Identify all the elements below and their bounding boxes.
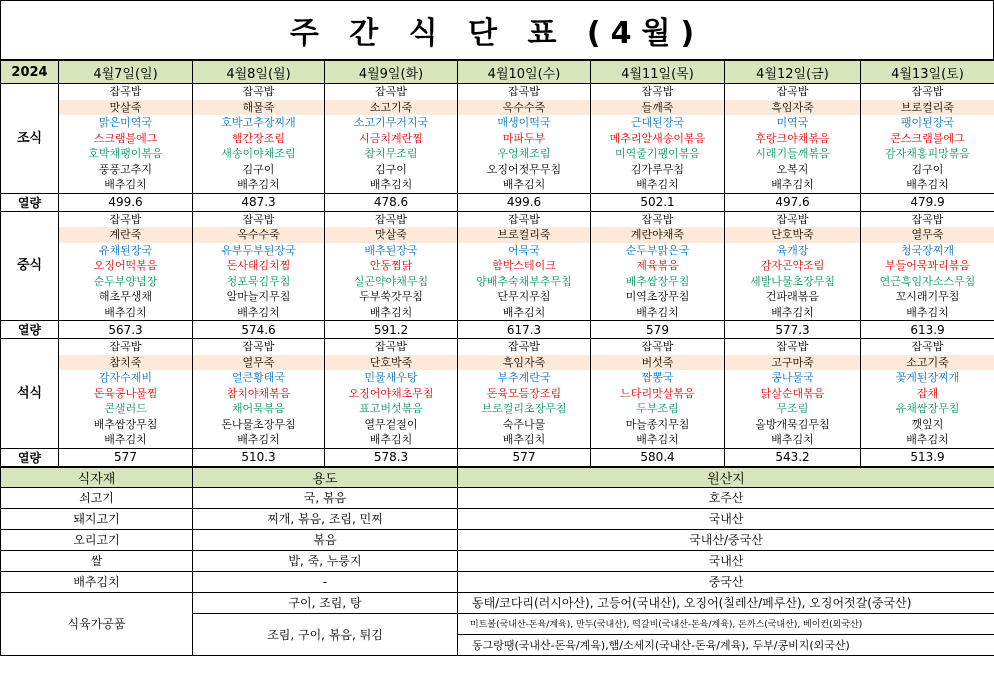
menu-row bbox=[1, 305, 994, 321]
menu-row bbox=[1, 339, 994, 355]
origin-country: 호주산 bbox=[458, 487, 994, 508]
menu-item: 배추김치 bbox=[458, 305, 591, 321]
menu-item: 잡곡밥 bbox=[325, 211, 458, 227]
menu-item: 배추김치 bbox=[861, 305, 994, 321]
origin-row bbox=[1, 508, 994, 529]
origin-row bbox=[1, 529, 994, 550]
menu-item: 잡채 bbox=[861, 386, 994, 402]
menu-item: 오징어떡볶음 bbox=[59, 258, 193, 274]
menu-item: 배추김치 bbox=[325, 305, 458, 321]
menu-item: 버섯죽 bbox=[591, 355, 725, 371]
menu-item: 배추김치 bbox=[458, 177, 591, 193]
menu-item: 잡곡밥 bbox=[193, 339, 325, 355]
menu-item: 어묵국 bbox=[458, 243, 591, 259]
calorie-row bbox=[1, 193, 994, 211]
calorie-value: 578.3 bbox=[325, 448, 458, 466]
menu-item: 잡곡밥 bbox=[591, 211, 725, 227]
menu-item: 유채된장국 bbox=[59, 243, 193, 259]
menu-item: 흑임자죽 bbox=[458, 355, 591, 371]
menu-row bbox=[1, 100, 994, 116]
origin-country: 국내산 bbox=[458, 508, 994, 529]
origin-use: 국, 볶음 bbox=[193, 487, 458, 508]
menu-item: 매생이떡국 bbox=[458, 115, 591, 131]
menu-item: 옥수수죽 bbox=[458, 100, 591, 116]
menu-item: 순두부양념장 bbox=[59, 274, 193, 290]
calorie-value: 591.2 bbox=[325, 321, 458, 339]
calorie-value: 543.2 bbox=[725, 448, 861, 466]
processed-origin: 동그랑땡(국내산-돈육/계육),햄/소세지(국내산-돈육/계육), 두부/콩비지(외국산) bbox=[458, 634, 994, 655]
menu-item: 표고버섯볶음 bbox=[325, 401, 458, 417]
menu-item: 김구이 bbox=[325, 162, 458, 178]
menu-item: 배추김치 bbox=[59, 305, 193, 321]
menu-row bbox=[1, 289, 994, 305]
menu-item: 김가루무침 bbox=[591, 162, 725, 178]
menu-item: 단호박죽 bbox=[325, 355, 458, 371]
calorie-value: 513.9 bbox=[861, 448, 994, 466]
origin-item: 쇠고기 bbox=[1, 487, 193, 508]
menu-item: 꼬시래기무침 bbox=[861, 289, 994, 305]
menu-item: 소고기죽 bbox=[325, 100, 458, 116]
calorie-value: 574.6 bbox=[193, 321, 325, 339]
menu-item: 돈육콩나물찜 bbox=[59, 386, 193, 402]
origin-item: 배추김치 bbox=[1, 571, 193, 592]
origin-country: 국내산 bbox=[458, 550, 994, 571]
menu-item: 배추김치 bbox=[591, 177, 725, 193]
menu-item: 콘샐러드 bbox=[59, 401, 193, 417]
menu-item: 배추김치 bbox=[325, 432, 458, 448]
menu-item: 해물죽 bbox=[193, 100, 325, 116]
menu-item: 청포묵김무침 bbox=[193, 274, 325, 290]
menu-item: 콘스크램블에그 bbox=[861, 131, 994, 147]
menu-row bbox=[1, 243, 994, 259]
menu-item: 오징어야채초무침 bbox=[325, 386, 458, 402]
menu-item: 마늘종지무침 bbox=[591, 417, 725, 433]
calorie-value: 617.3 bbox=[458, 321, 591, 339]
origin-table bbox=[0, 467, 994, 656]
date-cell: 4월7일(일) bbox=[59, 61, 193, 84]
origin-use: 찌개, 볶음, 조림, 민찌 bbox=[193, 508, 458, 529]
origin-use: - bbox=[193, 571, 458, 592]
menu-row bbox=[1, 227, 994, 243]
menu-item: 배추된장국 bbox=[325, 243, 458, 259]
menu-item: 배추김치 bbox=[725, 432, 861, 448]
menu-item: 참치무조림 bbox=[325, 146, 458, 162]
menu-item: 배추김치 bbox=[59, 177, 193, 193]
calorie-value: 580.4 bbox=[591, 448, 725, 466]
menu-item: 맛살죽 bbox=[59, 100, 193, 116]
calorie-value: 502.1 bbox=[591, 193, 725, 211]
menu-row bbox=[1, 432, 994, 448]
menu-row bbox=[1, 258, 994, 274]
menu-item: 콩나물국 bbox=[725, 370, 861, 386]
menu-item: 순두부맑은국 bbox=[591, 243, 725, 259]
origin-country: 중국산 bbox=[458, 571, 994, 592]
menu-item: 시래기들깨볶음 bbox=[725, 146, 861, 162]
menu-item: 옥수수죽 bbox=[193, 227, 325, 243]
date-cell: 4월12일(금) bbox=[725, 61, 861, 84]
menu-row bbox=[1, 355, 994, 371]
calorie-value: 577 bbox=[458, 448, 591, 466]
origin-item: 쌀 bbox=[1, 550, 193, 571]
menu-item: 잡곡밥 bbox=[725, 339, 861, 355]
menu-item: 배추김치 bbox=[861, 432, 994, 448]
menu-item: 참치야채볶음 bbox=[193, 386, 325, 402]
calorie-row bbox=[1, 448, 994, 466]
menu-item: 들깨죽 bbox=[591, 100, 725, 116]
menu-row bbox=[1, 211, 994, 227]
menu-item: 깻잎지 bbox=[861, 417, 994, 433]
menu-item: 단무지무침 bbox=[458, 289, 591, 305]
calorie-value: 499.6 bbox=[59, 193, 193, 211]
menu-item: 후랑크야채볶음 bbox=[725, 131, 861, 147]
menu-item: 알마늘지무침 bbox=[193, 289, 325, 305]
menu-item: 팽이된장국 bbox=[861, 115, 994, 131]
menu-item: 안동찜닭 bbox=[325, 258, 458, 274]
page-title: 주 간 식 단 표 (4월) bbox=[0, 0, 994, 60]
calorie-value: 613.9 bbox=[861, 321, 994, 339]
menu-item: 연근흑임자소스무침 bbox=[861, 274, 994, 290]
menu-item: 감자곤약조림 bbox=[725, 258, 861, 274]
menu-row bbox=[1, 274, 994, 290]
menu-item: 양배추숙채부추무침 bbox=[458, 274, 591, 290]
calorie-row bbox=[1, 321, 994, 339]
calorie-value: 497.6 bbox=[725, 193, 861, 211]
processed-origin: 동태/코다리(러시아산), 고등어(국내산), 오징어(칠레산/페루산), 오징어젓갈(중국산) bbox=[458, 592, 994, 613]
menu-item: 잡곡밥 bbox=[193, 211, 325, 227]
menu-item: 배추김치 bbox=[193, 432, 325, 448]
menu-row bbox=[1, 146, 994, 162]
menu-item: 청국장찌개 bbox=[861, 243, 994, 259]
menu-item: 무조림 bbox=[725, 401, 861, 417]
menu-item: 스크램블에그 bbox=[59, 131, 193, 147]
menu-item: 숙주나물 bbox=[458, 417, 591, 433]
origin-country: 국내산/중국산 bbox=[458, 529, 994, 550]
menu-item: 열무죽 bbox=[193, 355, 325, 371]
date-cell: 4월9일(화) bbox=[325, 61, 458, 84]
menu-item: 배추김치 bbox=[59, 432, 193, 448]
menu-item: 맑은미역국 bbox=[59, 115, 193, 131]
menu-item: 세발나물초장무침 bbox=[725, 274, 861, 290]
menu-item: 잡곡밥 bbox=[59, 339, 193, 355]
date-cell: 4월13일(토) bbox=[861, 61, 994, 84]
menu-table bbox=[0, 60, 994, 467]
origin-row bbox=[1, 550, 994, 571]
menu-item: 돈사태김치찜 bbox=[193, 258, 325, 274]
menu-item: 오복지 bbox=[725, 162, 861, 178]
menu-item: 고구마죽 bbox=[725, 355, 861, 371]
meal-label: 석식 bbox=[1, 339, 59, 449]
calorie-label: 열량 bbox=[1, 448, 59, 466]
calorie-value: 479.9 bbox=[861, 193, 994, 211]
menu-item: 소고기무거지국 bbox=[325, 115, 458, 131]
menu-item: 닭살순대볶음 bbox=[725, 386, 861, 402]
menu-item: 꽃게된장찌개 bbox=[861, 370, 994, 386]
origin-header-row bbox=[1, 467, 994, 487]
menu-item: 열무겉절이 bbox=[325, 417, 458, 433]
menu-row bbox=[1, 84, 994, 100]
origin-use: 밥, 죽, 누룽지 bbox=[193, 550, 458, 571]
year-cell: 2024 bbox=[1, 61, 59, 84]
menu-item: 새송이야채조림 bbox=[193, 146, 325, 162]
menu-item: 짬뽕국 bbox=[591, 370, 725, 386]
menu-item: 돈나물초장무침 bbox=[193, 417, 325, 433]
menu-item: 잡곡밥 bbox=[458, 84, 591, 100]
calorie-value: 577.3 bbox=[725, 321, 861, 339]
menu-item: 배추김치 bbox=[193, 305, 325, 321]
menu-item: 잡곡밥 bbox=[725, 84, 861, 100]
menu-item: 호박고추장찌개 bbox=[193, 115, 325, 131]
menu-row bbox=[1, 131, 994, 147]
calorie-value: 577 bbox=[59, 448, 193, 466]
origin-header: 원산지 bbox=[458, 467, 994, 487]
menu-row bbox=[1, 401, 994, 417]
origin-header: 식자재 bbox=[1, 467, 193, 487]
menu-item: 두부조림 bbox=[591, 401, 725, 417]
menu-item: 배추김치 bbox=[725, 305, 861, 321]
menu-item: 유채쌈장무침 bbox=[861, 401, 994, 417]
menu-item: 잡곡밥 bbox=[458, 339, 591, 355]
menu-item: 햄간장조림 bbox=[193, 131, 325, 147]
meal-label: 조식 bbox=[1, 84, 59, 194]
origin-item: 오리고기 bbox=[1, 529, 193, 550]
menu-row bbox=[1, 370, 994, 386]
calorie-value: 567.3 bbox=[59, 321, 193, 339]
calorie-value: 499.6 bbox=[458, 193, 591, 211]
date-header-row bbox=[1, 61, 994, 84]
meal-label: 중식 bbox=[1, 211, 59, 321]
menu-item: 채어묵볶음 bbox=[193, 401, 325, 417]
calorie-value: 579 bbox=[591, 321, 725, 339]
origin-header: 용도 bbox=[193, 467, 458, 487]
menu-item: 잡곡밥 bbox=[59, 84, 193, 100]
menu-item: 돈육모듬장조림 bbox=[458, 386, 591, 402]
menu-item: 얼큰황태국 bbox=[193, 370, 325, 386]
menu-item: 배추김치 bbox=[193, 177, 325, 193]
date-cell: 4월8일(월) bbox=[193, 61, 325, 84]
menu-item: 해초무생채 bbox=[59, 289, 193, 305]
menu-item: 근대된장국 bbox=[591, 115, 725, 131]
menu-item: 함박스테이크 bbox=[458, 258, 591, 274]
menu-item: 부추계란국 bbox=[458, 370, 591, 386]
menu-item: 잡곡밥 bbox=[458, 211, 591, 227]
menu-item: 유부두부된장국 bbox=[193, 243, 325, 259]
menu-item: 배추김치 bbox=[325, 177, 458, 193]
origin-row bbox=[1, 571, 994, 592]
menu-item: 올방개묵김무침 bbox=[725, 417, 861, 433]
menu-item: 육개장 bbox=[725, 243, 861, 259]
processed-row bbox=[1, 592, 994, 613]
origin-item: 돼지고기 bbox=[1, 508, 193, 529]
menu-row bbox=[1, 417, 994, 433]
processed-origin: 미트볼(국내산-돈육/계육), 만두(국내산), 떡갈비(국내산-돈육/계육), 돈까스(국내산), 베이컨(외국산) bbox=[458, 613, 994, 634]
processed-use: 조림, 구이, 볶음, 튀김 bbox=[193, 613, 458, 655]
menu-item: 잡곡밥 bbox=[325, 339, 458, 355]
menu-item: 맛살죽 bbox=[325, 227, 458, 243]
origin-use: 볶음 bbox=[193, 529, 458, 550]
calorie-label: 열량 bbox=[1, 321, 59, 339]
menu-item: 배추김치 bbox=[591, 432, 725, 448]
menu-item: 오징어젓무무침 bbox=[458, 162, 591, 178]
menu-item: 잡곡밥 bbox=[725, 211, 861, 227]
menu-item: 흑임자죽 bbox=[725, 100, 861, 116]
menu-item: 미역초장무침 bbox=[591, 289, 725, 305]
menu-row bbox=[1, 386, 994, 402]
menu-item: 김구이 bbox=[861, 162, 994, 178]
menu-item: 메추리알새송이볶음 bbox=[591, 131, 725, 147]
origin-row bbox=[1, 487, 994, 508]
menu-item: 건파래볶음 bbox=[725, 289, 861, 305]
menu-item: 감자수제비 bbox=[59, 370, 193, 386]
menu-item: 잡곡밥 bbox=[861, 84, 994, 100]
menu-item: 마파두부 bbox=[458, 131, 591, 147]
menu-item: 배추김치 bbox=[725, 177, 861, 193]
menu-item: 느타리맛살볶음 bbox=[591, 386, 725, 402]
menu-item: 부들어묵꽈리볶음 bbox=[861, 258, 994, 274]
menu-item: 브로컬리죽 bbox=[861, 100, 994, 116]
menu-item: 실곤약야채무침 bbox=[325, 274, 458, 290]
menu-item: 감자채홍피망볶음 bbox=[861, 146, 994, 162]
menu-row bbox=[1, 177, 994, 193]
menu-item: 시금치계란찜 bbox=[325, 131, 458, 147]
calorie-label: 열량 bbox=[1, 193, 59, 211]
menu-item: 배추김치 bbox=[591, 305, 725, 321]
menu-item: 호박채팽이볶음 bbox=[59, 146, 193, 162]
menu-item: 미역국 bbox=[725, 115, 861, 131]
menu-item: 제육볶음 bbox=[591, 258, 725, 274]
menu-item: 배추쌈장무침 bbox=[591, 274, 725, 290]
menu-item: 풍풍고추지 bbox=[59, 162, 193, 178]
menu-item: 단호박죽 bbox=[725, 227, 861, 243]
menu-item: 미역줄기팽이볶음 bbox=[591, 146, 725, 162]
menu-item: 잡곡밥 bbox=[325, 84, 458, 100]
menu-item: 잡곡밥 bbox=[591, 339, 725, 355]
menu-item: 계란야채죽 bbox=[591, 227, 725, 243]
menu-item: 잡곡밥 bbox=[193, 84, 325, 100]
date-cell: 4월10일(수) bbox=[458, 61, 591, 84]
menu-item: 열무죽 bbox=[861, 227, 994, 243]
menu-item: 브로컬리초장무침 bbox=[458, 401, 591, 417]
calorie-value: 478.6 bbox=[325, 193, 458, 211]
menu-item: 잡곡밥 bbox=[59, 211, 193, 227]
menu-item: 잡곡밥 bbox=[591, 84, 725, 100]
processed-use: 구이, 조림, 탕 bbox=[193, 592, 458, 613]
menu-item: 민물새우탕 bbox=[325, 370, 458, 386]
menu-item: 소고기죽 bbox=[861, 355, 994, 371]
menu-item: 배추김치 bbox=[458, 432, 591, 448]
calorie-value: 487.3 bbox=[193, 193, 325, 211]
menu-item: 배추쌈장무침 bbox=[59, 417, 193, 433]
menu-item: 두부쑥갓무침 bbox=[325, 289, 458, 305]
menu-item: 잡곡밥 bbox=[861, 211, 994, 227]
menu-item: 참치죽 bbox=[59, 355, 193, 371]
menu-item: 잡곡밥 bbox=[861, 339, 994, 355]
menu-row bbox=[1, 115, 994, 131]
menu-item: 김구이 bbox=[193, 162, 325, 178]
date-cell: 4월11일(목) bbox=[591, 61, 725, 84]
calorie-value: 510.3 bbox=[193, 448, 325, 466]
menu-item: 배추김치 bbox=[861, 177, 994, 193]
menu-item: 우엉채조림 bbox=[458, 146, 591, 162]
processed-item: 식육가공품 bbox=[1, 592, 193, 655]
menu-item: 계란죽 bbox=[59, 227, 193, 243]
menu-item: 브로컬리죽 bbox=[458, 227, 591, 243]
menu-row bbox=[1, 162, 994, 178]
